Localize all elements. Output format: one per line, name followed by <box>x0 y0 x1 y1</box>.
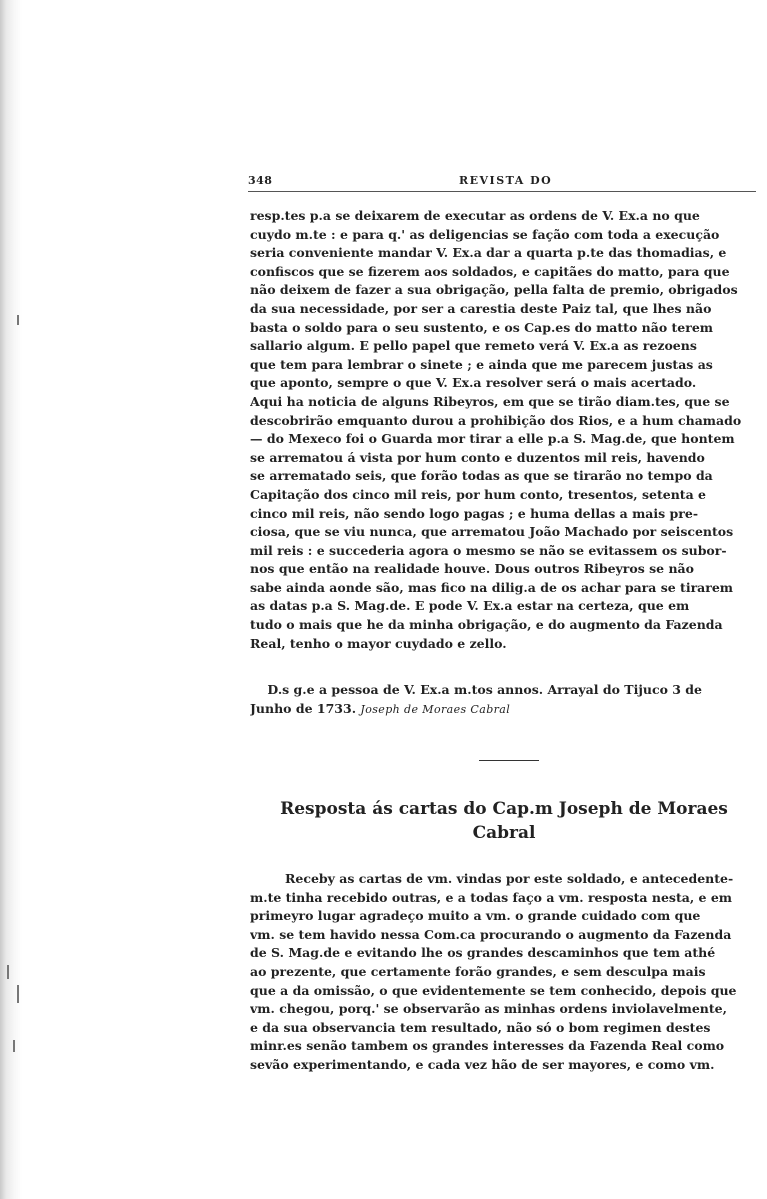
closing-line <box>250 681 760 700</box>
text-line: cuydo m.te : e para q.' as deligencias se fação com toda a execução <box>250 226 720 242</box>
letter-paragraph-1 <box>250 207 760 653</box>
reply-letter-body <box>250 870 762 1075</box>
scan-edge-mark <box>17 985 19 1003</box>
section-divider <box>479 760 539 761</box>
text-line: que aponto, sempre o que V. Ex.a resolver será o mais acertado. <box>250 375 697 391</box>
text-line: minr.es senão tambem os grandes interesses da Fazenda Real como <box>250 1038 725 1054</box>
text-line: ao prezente, que certamente forão grandes, e sem desculpa mais <box>250 963 706 979</box>
text-line: que a da omissão, o que evidentemente se tem conhecido, depois que <box>250 982 737 998</box>
closing-paragraph <box>250 681 760 718</box>
text-line: Receby as cartas de vm. vindas por este soldado, e antecedente- <box>285 871 734 886</box>
scan-edge-mark <box>17 315 19 325</box>
text-line: primeyro lugar agradeço muito a vm. o grande cuidado com que <box>250 908 701 924</box>
text-line: não deixem de fazer a sua obrigação, pella falta de premio, obrigados <box>250 282 738 298</box>
text-line: sevão experimentando, e cada vez hão de ser mayores, e como vm. <box>250 1056 715 1072</box>
text-line: m.te tinha recebido outras, e a todas faço a vm. resposta nesta, e em <box>250 889 733 905</box>
text-line: basta o soldo para o seu sustento, e os Cap.es do matto não terem <box>250 319 714 335</box>
text-line: mil reis : e succederia agora o mesmo se não se evitassem os subor- <box>250 542 727 558</box>
section-title-line-1: Resposta ás cartas do Cap.m Joseph de Moraes <box>280 799 728 819</box>
page-number: 348 <box>248 174 273 187</box>
section-title <box>248 797 760 845</box>
text-line: sabe ainda aonde são, mas fico na dilig.a de os achar para se tirarem <box>250 579 734 595</box>
text-line: confiscos que se fizerem aos soldados, e capitães do matto, para que <box>250 263 730 279</box>
text-line: e da sua observancia tem resultado, não só o bom regimen destes <box>250 1019 711 1035</box>
text-line: — do Mexeco foi o Guarda mor tirar a elle p.a S. Mag.de, que hontem <box>250 431 735 447</box>
text-line: da sua necessidade, por ser a carestia deste Paiz tal, que lhes não <box>250 300 712 316</box>
page-header <box>248 174 756 188</box>
text-line: de S. Mag.de e evitando lhe os grandes descaminhos que tem athé <box>250 945 716 961</box>
text-line: nos que então na realidade houve. Dous outros Ribeyros se não <box>250 561 694 577</box>
text-line: ciosa, que se viu nunca, que arrematou João Machado por seiscentos <box>250 524 734 540</box>
closing-date: Junho de 1733. <box>250 700 357 716</box>
text-line: vm. chegou, porq.' se observarão as minhas ordens inviolavelmente, <box>250 1001 727 1017</box>
text-line: sallario algum. E pello papel que remeto verá V. Ex.a as rezoens <box>250 338 697 354</box>
text-line: Capitação dos cinco mil reis, por hum conto, tresentos, setenta e <box>250 486 706 502</box>
scan-page-edge <box>0 0 22 1199</box>
text-line: que tem para lembrar o sinete ; e ainda que me parecem justas as <box>250 356 713 372</box>
signature: Joseph de Moraes Cabral <box>360 702 511 716</box>
text-line: cinco mil reis, não sendo logo pagas ; e huma dellas a mais pre- <box>250 505 699 521</box>
text-line: se arrematou á vista por hum conto e duzentos mil reis, havendo <box>250 449 705 465</box>
text-line: se arrematado seis, que forão todas as que se tirarão no tempo da <box>250 468 713 484</box>
text-line: descobrirão emquanto durou a prohibição dos Rios, e a hum chamado <box>250 412 742 428</box>
text-line: Aqui ha noticia de alguns Ribeyros, em que se tirão diam.tes, que se <box>250 393 730 409</box>
header-rule <box>248 191 756 192</box>
text-line: vm. se tem havido nessa Com.ca procurando o augmento da Fazenda <box>250 926 732 942</box>
scan-edge-mark <box>13 1040 15 1052</box>
text-line: Real, tenho o mayor cuydado e zello. <box>250 635 507 651</box>
text-line: seria conveniente mandar V. Ex.a dar a quarta p.te das thomadias, e <box>250 245 727 261</box>
closing-date-line <box>250 700 760 719</box>
section-title-line-2: Cabral <box>472 823 536 843</box>
text-line: tudo o mais que he da minha obrigação, e do augmento da Fazenda <box>250 617 723 633</box>
closing-text: D.s g.e a pessoa de V. Ex.a m.tos annos. Arrayal do Tijuco 3 de <box>267 682 703 697</box>
text-line: resp.tes p.a se deixarem de executar as ordens de V. Ex.a no que <box>250 208 700 223</box>
scan-edge-mark <box>7 965 9 979</box>
text-line: as datas p.a S. Mag.de. E pode V. Ex.a estar na certeza, que em <box>250 598 690 614</box>
running-title: REVISTA DO <box>459 174 553 187</box>
